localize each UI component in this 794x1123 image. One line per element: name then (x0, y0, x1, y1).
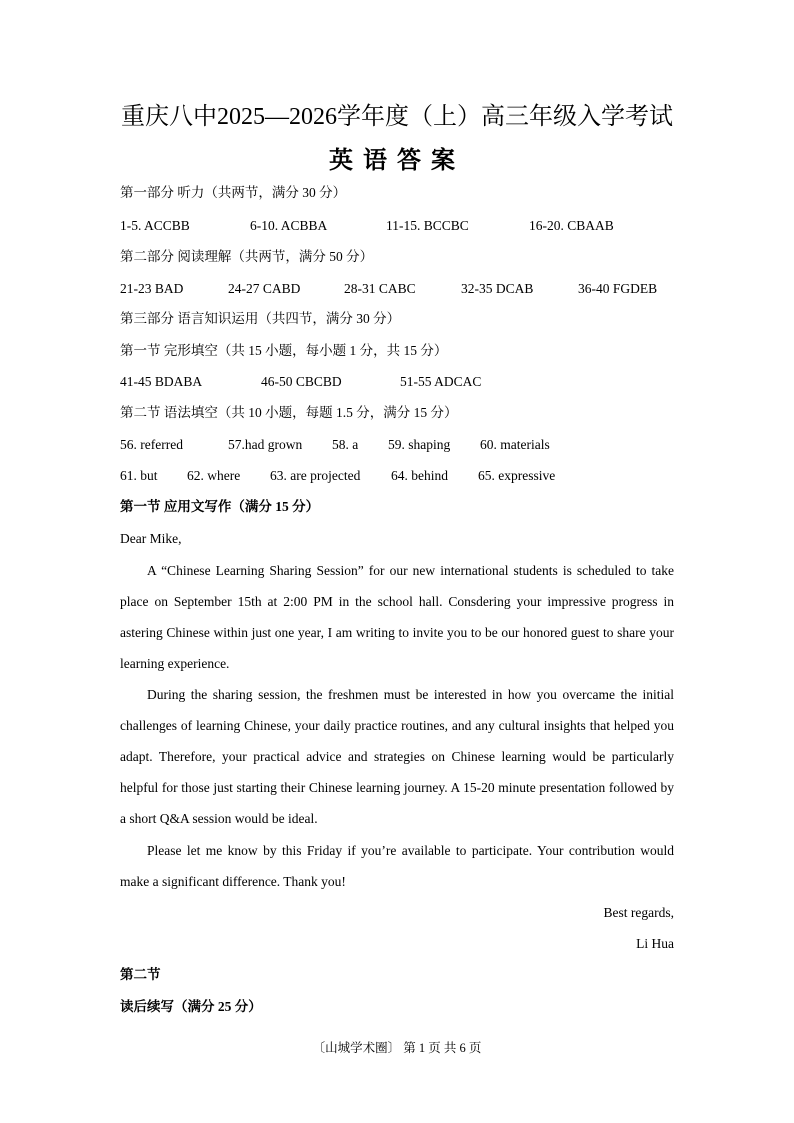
answer-group: 1-5. ACCBB (120, 218, 190, 233)
part2-heading: 第二部分 阅读理解（共两节，满分 50 分） (120, 249, 374, 264)
answer-group: 6-10. ACBBA (250, 218, 328, 233)
answer-group: 51-55 ADCAC (400, 374, 482, 389)
answer-group: 46-50 CBCBD (261, 374, 342, 389)
letter-paragraph: Please let me know by this Friday if you’re available to participate. Your contribution would make a significant difference. Thank you! (120, 843, 674, 889)
answer-group: 16-20. CBAAB (529, 218, 614, 233)
letter-signature: Li Hua (636, 936, 674, 951)
letter-paragraph: A “Chinese Learning Sharing Session” for our new international students is scheduled to take place on September 15th at 2:00 PM in the school hall. Consdering your impressive progress in astering Chinese within just one year, I am writing to invite you to be our honored guest to share your learning experience. (120, 563, 674, 671)
cloze-answer-row (0, 372, 794, 392)
answer-group: 28-31 CABC (344, 281, 416, 296)
answer-group: 32-35 DCAB (461, 281, 534, 296)
part1-answer-row (0, 216, 794, 236)
answer-group: 11-15. BCCBC (386, 218, 469, 233)
grammar-heading: 第二节 语法填空（共 10 小题，每题 1.5 分，满分 15 分） (120, 405, 458, 420)
answer-item: 60. materials (480, 437, 550, 452)
exam-subtitle: 英语答案 (329, 148, 465, 174)
grammar-answer-row-2 (0, 466, 794, 486)
part2-answer-row (0, 279, 794, 299)
part3-heading: 第三部分 语言知识运用（共四节，满分 30 分） (120, 311, 401, 326)
letter-salutation: Dear Mike, (120, 531, 182, 546)
answer-item: 57.had grown (228, 437, 303, 452)
continuation-writing-heading: 读后续写（满分 25 分） (120, 999, 262, 1014)
grammar-answer-row-1 (0, 435, 794, 455)
answer-item: 59. shaping (388, 437, 451, 452)
section-two-heading: 第二节 (120, 967, 161, 982)
answer-item: 62. where (187, 468, 241, 483)
answer-group: 24-27 CABD (228, 281, 301, 296)
answer-item: 65. expressive (478, 468, 556, 483)
cloze-heading: 第一节 完形填空（共 15 小题，每小题 1 分，共 15 分） (120, 343, 448, 358)
writing-heading: 第一节 应用文写作（满分 15 分） (120, 499, 320, 514)
answer-group: 36-40 FGDEB (578, 281, 658, 296)
letter-paragraph: During the sharing session, the freshmen must be interested in how you overcame the initial challenges of learning Chinese, your daily practice routines, and any cultural insights that helped you adapt. Therefore, your practical advice and strategies on Chinese learning would be particularly helpful for those just starting their Chinese learning journey. A 15-20 minute presentation followed by a short Q&A session would be ideal. (120, 687, 674, 826)
answer-item: 63. are projected (270, 468, 361, 483)
answer-group: 41-45 BDABA (120, 374, 203, 389)
answer-item: 58. a (332, 437, 359, 452)
answer-item: 56. referred (120, 437, 183, 452)
letter-closing: Best regards, (603, 905, 674, 920)
part1-heading: 第一部分 听力（共两节，满分 30 分） (120, 185, 347, 200)
answer-group: 21-23 BAD (120, 281, 184, 296)
answer-item: 64. behind (391, 468, 448, 483)
exam-title: 重庆八中2025—2026学年度（上）高三年级入学考试 (121, 104, 673, 130)
answer-item: 61. but (120, 468, 158, 483)
page-footer: 〔山城学术圈〕 第 1 页 共 6 页 (312, 1041, 482, 1055)
